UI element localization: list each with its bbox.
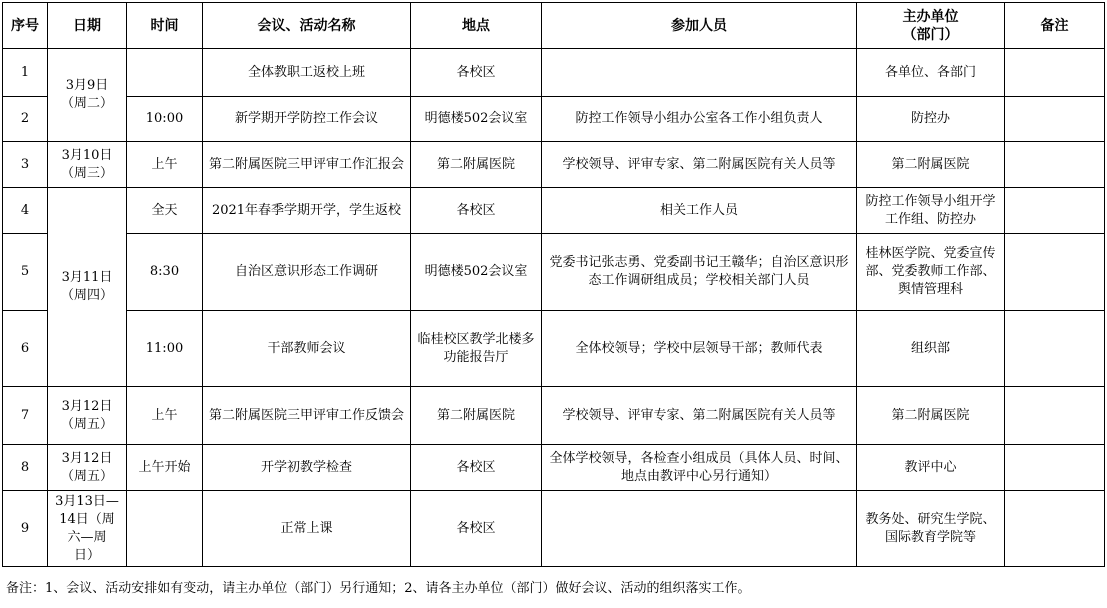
- cell-place: 第二附属医院: [411, 387, 542, 445]
- footnote: 备注：1、会议、活动安排如有变动，请主办单位（部门）另行通知；2、请各主办单位（部门）做好会议、活动的组织落实工作。: [6, 581, 751, 596]
- header-name: 会议、活动名称: [203, 3, 411, 49]
- cell-place: 各校区: [411, 445, 542, 491]
- cell-date: 3月12日 （周五）: [48, 445, 127, 491]
- cell-people: 防控工作领导小组办公室各工作小组负责人: [542, 97, 857, 142]
- cell-time: 11:00: [127, 311, 203, 387]
- table-row: [3, 234, 1105, 311]
- cell-place: 明德楼502会议室: [411, 97, 542, 142]
- cell-people: 党委书记张志勇、党委副书记王赣华；自治区意识形态工作调研组成员；学校相关部门人员: [542, 234, 857, 311]
- cell-place: 明德楼502会议室: [411, 234, 542, 311]
- cell-remark: [1005, 491, 1105, 567]
- cell-time: 上午: [127, 142, 203, 188]
- header-date: 日期: [48, 3, 127, 49]
- cell-remark: [1005, 387, 1105, 445]
- cell-people: 学校领导、评审专家、第二附属医院有关人员等: [542, 142, 857, 188]
- cell-seq: 2: [3, 97, 48, 142]
- header-remark: 备注: [1005, 3, 1105, 49]
- header-place: 地点: [411, 3, 542, 49]
- cell-host: 防控办: [857, 97, 1005, 142]
- cell-seq: 9: [3, 491, 48, 567]
- cell-people: 相关工作人员: [542, 188, 857, 234]
- cell-people: [542, 49, 857, 97]
- cell-host: 防控工作领导小组开学工作组、防控办: [857, 188, 1005, 234]
- cell-remark: [1005, 49, 1105, 97]
- cell-time: 全天: [127, 188, 203, 234]
- cell-remark: [1005, 445, 1105, 491]
- cell-people: 全体学校领导，各检查小组成员（具体人员、时间、地点由教评中心另行通知）: [542, 445, 857, 491]
- cell-remark: [1005, 234, 1105, 311]
- table-row: [3, 445, 1105, 491]
- cell-host: 第二附属医院: [857, 142, 1005, 188]
- cell-place: 各校区: [411, 188, 542, 234]
- cell-date: 3月12日 （周五）: [48, 387, 127, 445]
- table-row: [3, 311, 1105, 387]
- cell-remark: [1005, 188, 1105, 234]
- cell-seq: 6: [3, 311, 48, 387]
- cell-name: 全体教职工返校上班: [203, 49, 411, 97]
- cell-name: 第二附属医院三甲评审工作反馈会: [203, 387, 411, 445]
- cell-time: [127, 491, 203, 567]
- cell-remark: [1005, 142, 1105, 188]
- cell-name: 2021年春季学期开学，学生返校: [203, 188, 411, 234]
- cell-place: 各校区: [411, 49, 542, 97]
- cell-seq: 8: [3, 445, 48, 491]
- cell-seq: 4: [3, 188, 48, 234]
- cell-host: 教务处、研究生学院、国际教育学院等: [857, 491, 1005, 567]
- cell-place: 第二附属医院: [411, 142, 542, 188]
- cell-remark: [1005, 311, 1105, 387]
- schedule-table: [2, 2, 1105, 567]
- cell-host: 桂林医学院、党委宣传部、党委教师工作部、舆情管理科: [857, 234, 1005, 311]
- cell-remark: [1005, 97, 1105, 142]
- cell-date: 3月9日 （周二）: [48, 49, 127, 142]
- header-seq: 序号: [3, 3, 48, 49]
- cell-host: 第二附属医院: [857, 387, 1005, 445]
- table-row: [3, 142, 1105, 188]
- header-host: 主办单位 （部门）: [857, 3, 1005, 49]
- header-people: 参加人员: [542, 3, 857, 49]
- table-row: [3, 491, 1105, 567]
- cell-people: 全体校领导；学校中层领导干部；教师代表: [542, 311, 857, 387]
- cell-host: 组织部: [857, 311, 1005, 387]
- cell-time: 8:30: [127, 234, 203, 311]
- header-time: 时间: [127, 3, 203, 49]
- cell-seq: 3: [3, 142, 48, 188]
- table-row: [3, 97, 1105, 142]
- cell-host: 教评中心: [857, 445, 1005, 491]
- cell-date: 3月10日 （周三）: [48, 142, 127, 188]
- cell-date: 3月13日— 14日（周 六—周 日）: [48, 491, 127, 567]
- cell-seq: 5: [3, 234, 48, 311]
- cell-seq: 1: [3, 49, 48, 97]
- header-row: [3, 3, 1105, 49]
- cell-name: 自治区意识形态工作调研: [203, 234, 411, 311]
- cell-name: 第二附属医院三甲评审工作汇报会: [203, 142, 411, 188]
- cell-time: 10:00: [127, 97, 203, 142]
- cell-name: 开学初教学检查: [203, 445, 411, 491]
- cell-date: 3月11日 （周四）: [48, 188, 127, 387]
- cell-time: [127, 49, 203, 97]
- cell-place: 临桂校区教学北楼多功能报告厅: [411, 311, 542, 387]
- cell-name: 正常上课: [203, 491, 411, 567]
- cell-host: 各单位、各部门: [857, 49, 1005, 97]
- cell-people: [542, 491, 857, 567]
- table-row: [3, 49, 1105, 97]
- cell-seq: 7: [3, 387, 48, 445]
- table-row: [3, 188, 1105, 234]
- cell-name: 新学期开学防控工作会议: [203, 97, 411, 142]
- cell-name: 干部教师会议: [203, 311, 411, 387]
- cell-time: 上午开始: [127, 445, 203, 491]
- cell-time: 上午: [127, 387, 203, 445]
- cell-people: 学校领导、评审专家、第二附属医院有关人员等: [542, 387, 857, 445]
- cell-place: 各校区: [411, 491, 542, 567]
- table-row: [3, 387, 1105, 445]
